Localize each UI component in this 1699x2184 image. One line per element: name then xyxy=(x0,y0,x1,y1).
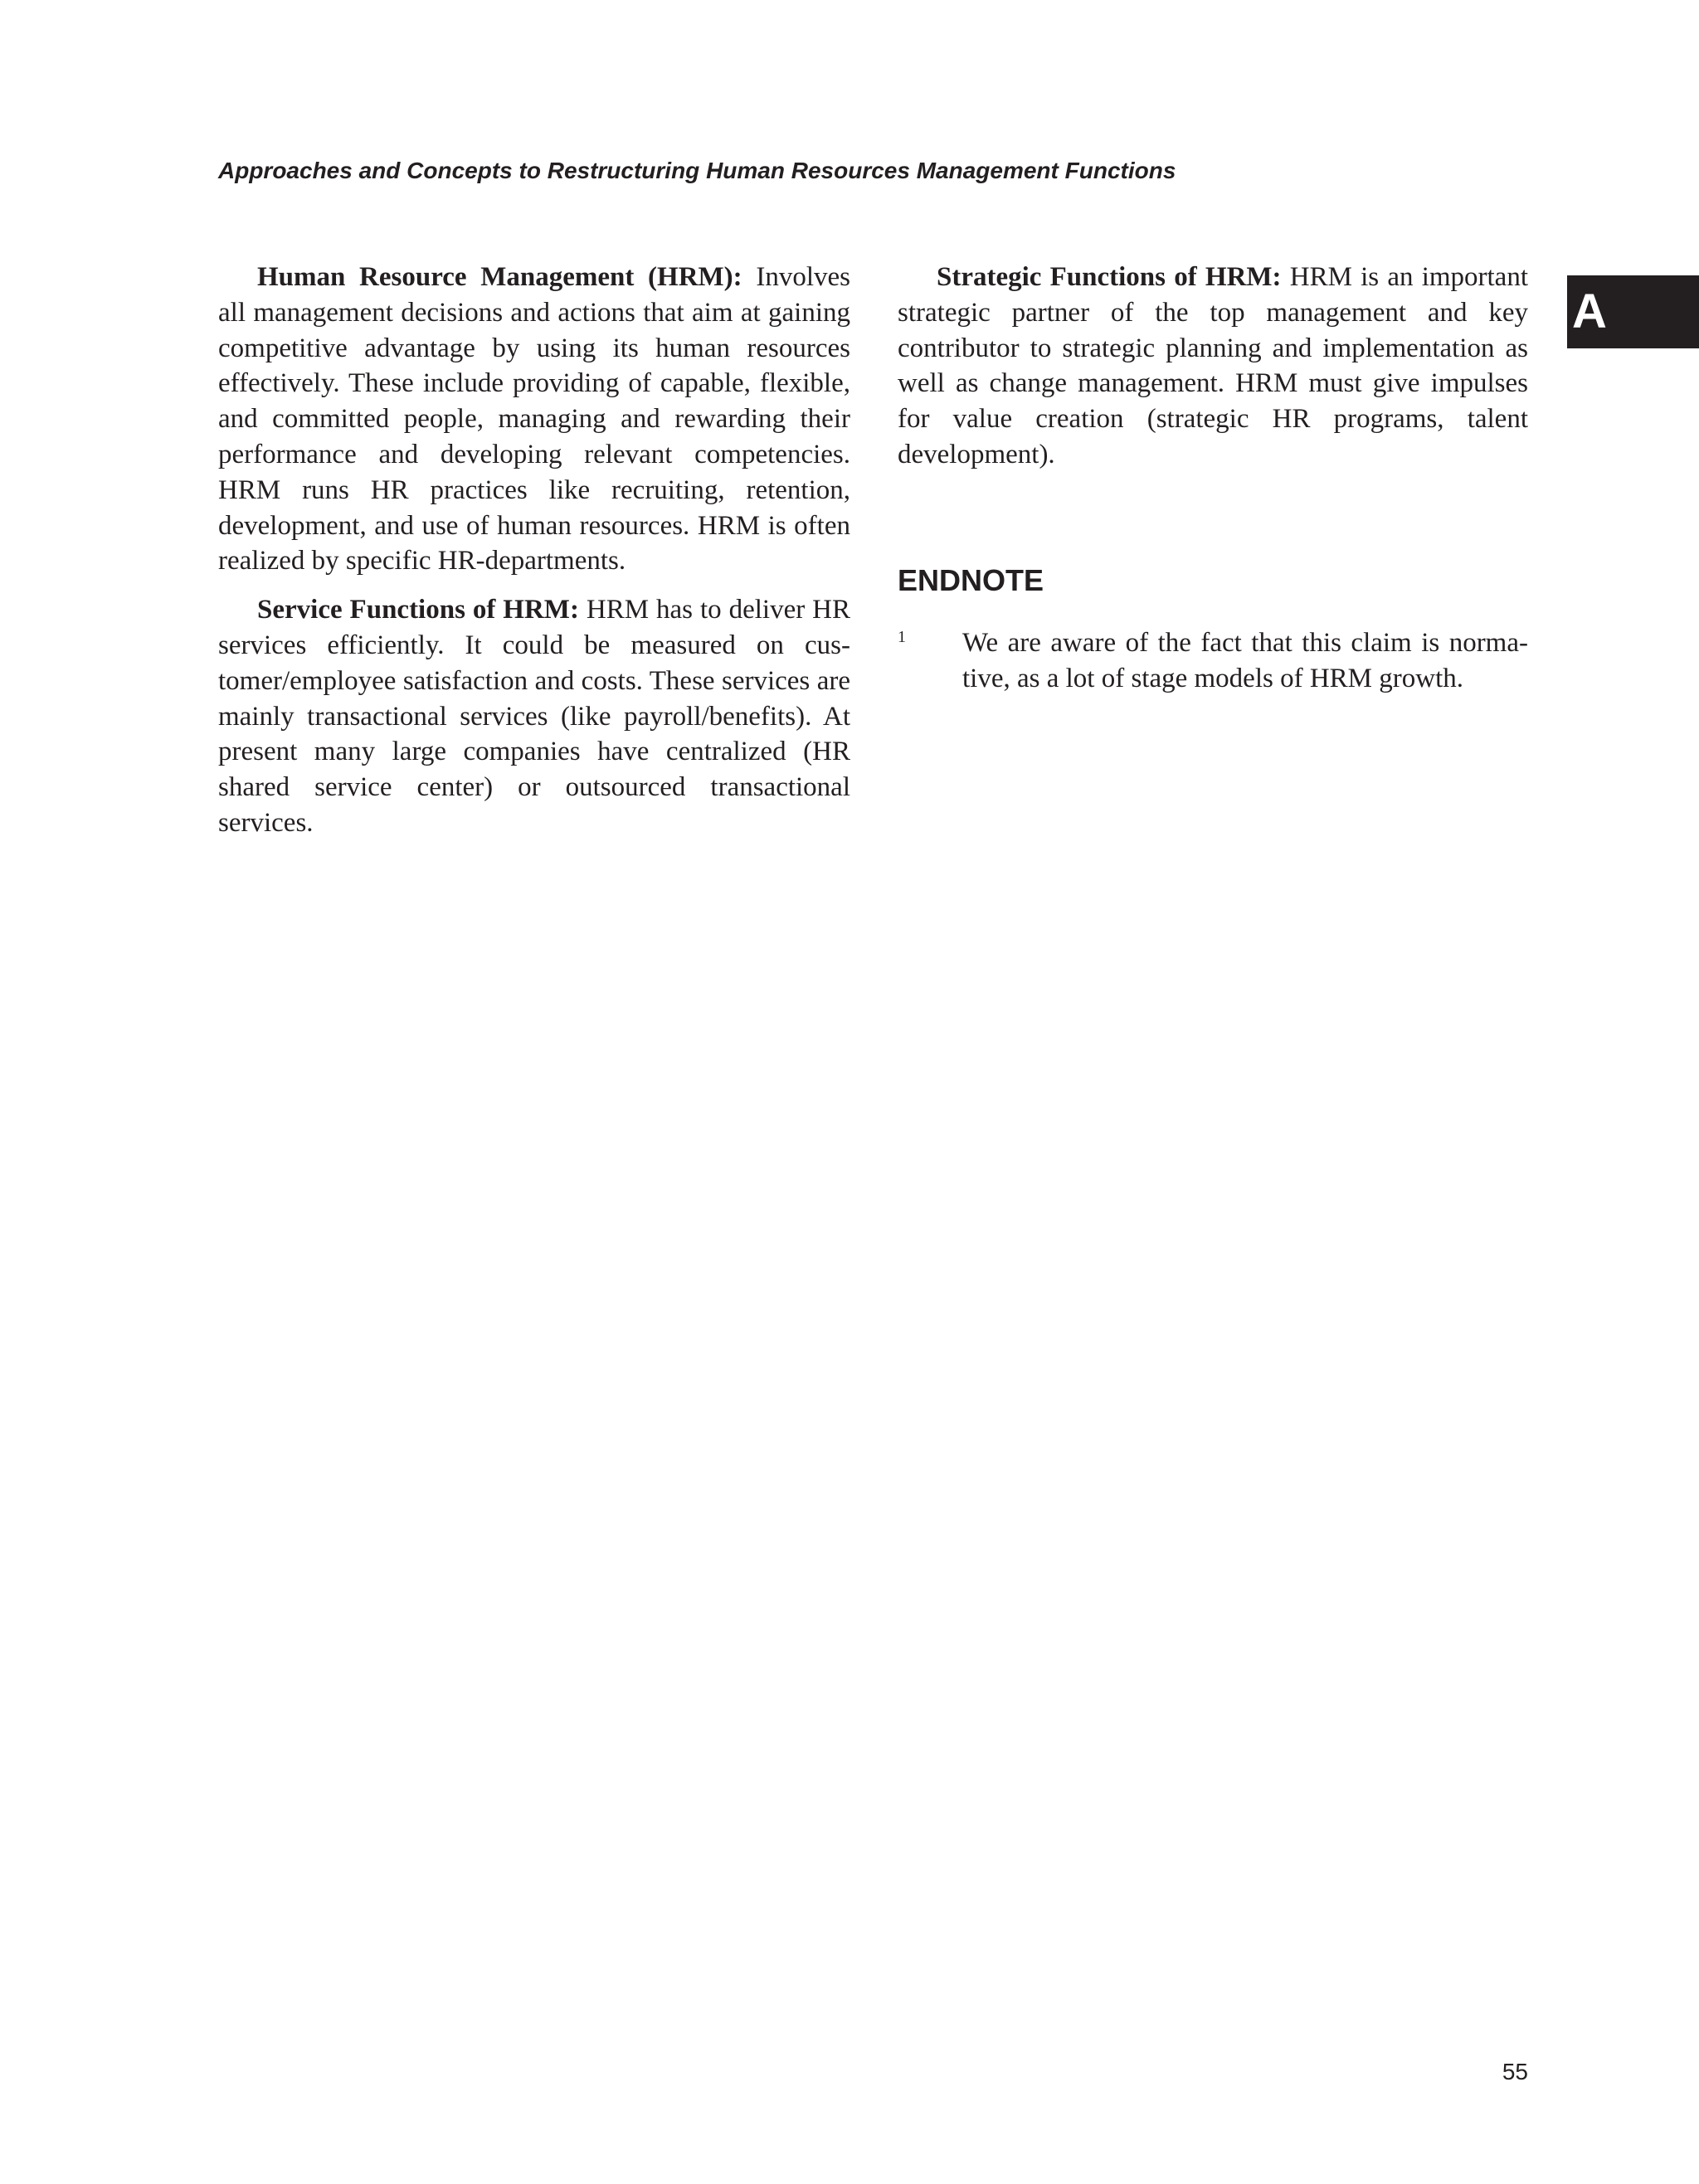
section-tab: A xyxy=(1567,275,1699,348)
definition-paragraph-service-functions xyxy=(218,592,850,841)
left-column xyxy=(218,260,850,854)
running-header: Approaches and Concepts to Restructuring Human Resources Management Functions xyxy=(218,158,1176,183)
term-service-functions: Service Functions of HRM: xyxy=(257,595,579,625)
endnote-marker: 1 xyxy=(898,627,906,646)
definition-paragraph-strategic-functions xyxy=(898,260,1528,473)
endnote-item xyxy=(898,625,1528,697)
page-number: 55 xyxy=(1502,2059,1528,2084)
definition-paragraph-hrm xyxy=(218,260,850,579)
term-hrm: Human Resource Management (HRM): xyxy=(257,262,742,292)
endnote-text: We are aware of the fact that this claim is normative, as a lot of stage models of HRM growth. xyxy=(962,627,1528,693)
definition-text-strategic-functions: HRM is an important strategic partner of the top management and key contributor to strategic planning and implementation as well as change management. HRM must give impulses for value creation (strategic HR programs, talent development). xyxy=(898,262,1529,469)
right-column xyxy=(898,260,1528,696)
endnote-heading: ENDNOTE xyxy=(898,562,1044,597)
term-strategic-functions: Strategic Functions of HRM: xyxy=(937,262,1282,292)
definition-text-service-functions: HRM has to deliver HR services efficiently. It could be measured on customer/employee satisfaction and costs. These services are mainly transactional services (like payroll/benefits). At present many large companies have centralized (HR shared service center) or outsourced transactional services. xyxy=(218,595,850,838)
definition-text-hrm: Involves all management decisions and actions that aim at gaining competitive advantage by using its human resources effectively. These include providing of capable, flexible, and committed people, managing and rewarding their performance and developing relevant competencies. HRM runs HR practices like recruiting, retention, development, and use of human resources. HRM is often realized by specific HR-departments. xyxy=(218,262,850,576)
